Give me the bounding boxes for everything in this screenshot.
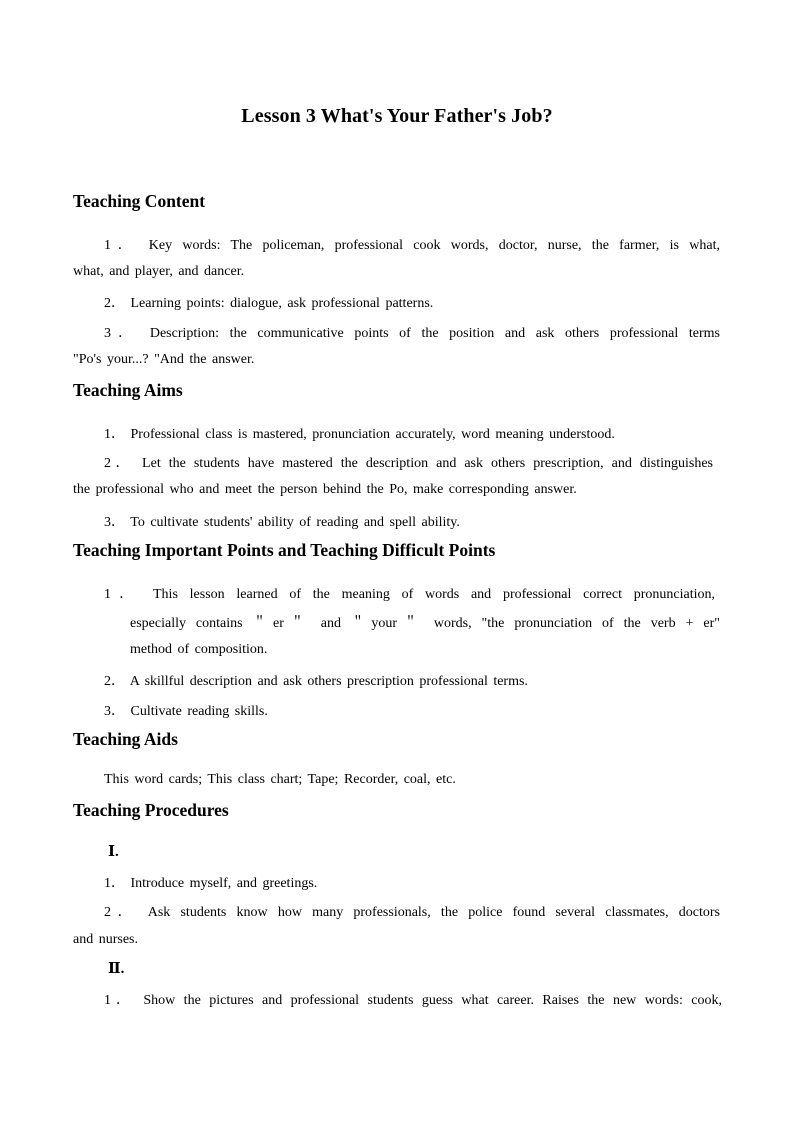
heading-teaching-points: Teaching Important Points and Teaching Difficult Points [73,540,496,560]
points-item-1-line-3: method of composition. [130,642,268,657]
content-item-3-line-2: "Po's your...? "And the answer. [73,352,255,367]
procedure-step-2-label: Ⅱ. [108,961,125,977]
procedure-step-2-item-1-line-1: 1． Show the pictures and professional students guess what career. Raises the new words: cook, [104,993,722,1008]
points-item-2: 2． A skillful description and ask others prescription professional terms. [104,674,528,689]
procedure-step-1-item-2-line-1: 2． Ask students know how many professionals, the police found several classmates, doctors [104,905,720,920]
document-title: Lesson 3 What's Your Father's Job? [241,105,553,127]
aims-item-3: 3． To cultivate students' ability of reading and spell ability. [104,515,460,530]
aids-text: This word cards; This class chart; Tape; Recorder, coal, etc. [104,772,456,787]
aims-item-2-line-2: the professional who and meet the person behind the Po, make corresponding answer. [73,482,577,497]
procedure-step-1-item-2-line-2: and nurses. [73,932,138,947]
heading-teaching-content: Teaching Content [73,191,206,211]
heading-teaching-aims: Teaching Aims [73,380,183,400]
content-item-1-line-1: 1． Key words: The policeman, professional cook words, doctor, nurse, the farmer, is what, [104,238,720,253]
content-item-1-line-2: what, and player, and dancer. [73,264,245,279]
points-item-1-line-2: especially contains ＂er＂ and ＂your＂ words, "the pronunciation of the verb + er" [130,616,720,631]
aims-item-1: 1． Professional class is mastered, pronunciation accurately, word meaning understood. [104,427,615,442]
procedure-step-1-label: Ⅰ. [108,844,119,860]
procedure-step-1-item-1: 1． Introduce myself, and greetings. [104,876,318,891]
points-item-3: 3． Cultivate reading skills. [104,704,268,719]
content-item-3-line-1: 3． Description: the communicative points of the position and ask others professional terms [104,326,720,341]
aims-item-2-line-1: 2． Let the students have mastered the description and ask others prescription, and distinguishes [104,456,713,471]
content-item-2: 2． Learning points: dialogue, ask professional patterns. [104,296,434,311]
heading-teaching-procedures: Teaching Procedures [73,800,229,820]
points-item-1-line-1: 1． This lesson learned of the meaning of words and professional correct pronunciation, [104,587,715,602]
heading-teaching-aids: Teaching Aids [73,729,178,749]
